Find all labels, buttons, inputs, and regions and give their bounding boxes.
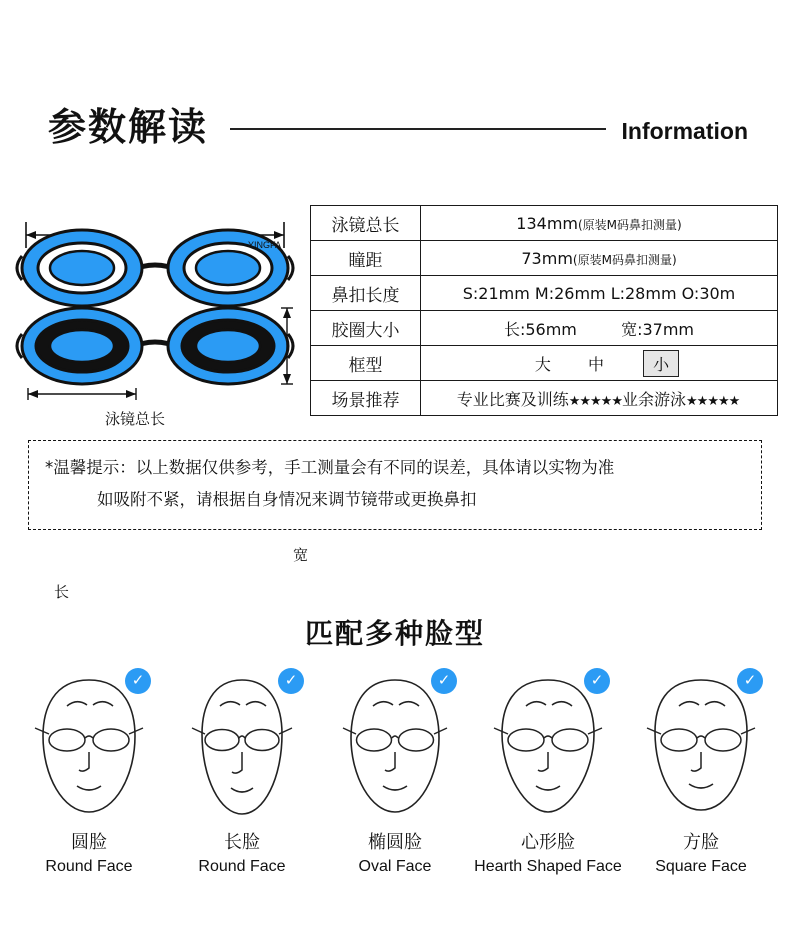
spec-value [421,241,778,276]
check-icon: ✓ [278,668,304,694]
spec-key: 瞳距 [311,241,421,276]
table-row [311,346,778,381]
spec-key: 框型 [311,346,421,381]
face-illustration-round [23,672,155,822]
table-row [311,276,778,311]
list-item [320,672,470,876]
tip-box [28,440,762,530]
spec-value [421,311,778,346]
frame-type-options [421,346,778,381]
page-header [48,92,748,154]
face-label-cn: 椭圆脸 [368,832,422,853]
scene-label-pro: 专业比赛及训练 [456,389,569,409]
face-illustration-heart [482,672,614,822]
scene-stars-pro: ★★★★★ [568,393,622,409]
spec-value: S:21mm M:26mm L:28mm O:30m [421,276,778,311]
check-icon: ✓ [125,668,151,694]
faces-section-title: 匹配多种脸型 [304,617,485,650]
face-label-en: Round Face [198,858,286,875]
gasket-length: 长:56mm [503,319,577,339]
list-item [167,672,317,876]
check-icon: ✓ [431,668,457,694]
spec-value [421,206,778,241]
spec-key: 鼻扣长度 [311,276,421,311]
goggles-illustration [10,196,300,426]
table-row [311,241,778,276]
table-row [311,311,778,346]
face-label-en: Hearth Shaped Face [474,858,622,875]
tip-line-1: *温馨提示：以上数据仅供参考，手工测量会有不同的误差，具体请以实物为准 [45,458,615,477]
face-illustration-long [176,672,308,822]
table-row [311,206,778,241]
face-illustration-oval [329,672,461,822]
face-illustration-square [635,672,767,822]
frame-option-small-selected[interactable]: 小 [643,350,679,377]
face-label-cn: 心形脸 [521,832,575,853]
list-item [626,672,776,876]
spec-key: 泳镜总长 [311,206,421,241]
list-item [473,672,623,876]
spec-table [310,205,778,416]
table-row [311,381,778,416]
svg-text:YINGFA: YINGFA [248,240,282,250]
scene-stars-amateur: ★★★★★ [686,393,740,409]
face-label-en: Round Face [45,858,133,875]
face-label-cn: 圆脸 [71,832,107,853]
spec-value-main: 134mm [516,213,578,233]
check-icon: ✓ [584,668,610,694]
label-width: 宽 [293,547,309,564]
spec-key: 胶圈大小 [311,311,421,346]
scene-recommendation [421,381,778,416]
face-types-list [14,672,776,876]
check-icon: ✓ [737,668,763,694]
gasket-width: 宽:37mm [621,319,695,339]
tip-line-2: 如吸附不紧，请根据自身情况来调节镜带或更换鼻扣 [97,489,477,509]
face-label-en: Oval Face [358,858,432,875]
header-divider [230,128,605,130]
scene-label-amateur: 业余游泳 [622,389,687,409]
page-title-en: Information [621,117,748,144]
spec-value-note: (原装M码鼻扣测量) [578,217,682,232]
label-length: 长 [54,584,70,601]
spec-value-main: 73mm [521,248,573,268]
spec-key: 场景推荐 [311,381,421,416]
face-label-cn: 方脸 [683,832,719,853]
spec-value-note: (原装M码鼻扣测量) [572,252,677,267]
face-label-cn: 长脸 [224,832,260,853]
face-label-en: Square Face [655,858,747,875]
label-total-length: 泳镜总长 [105,411,166,428]
page-title: 参数解读 [48,104,209,149]
list-item [14,672,164,876]
frame-option-medium[interactable]: 中 [587,354,604,374]
frame-option-large[interactable]: 大 [534,354,551,374]
